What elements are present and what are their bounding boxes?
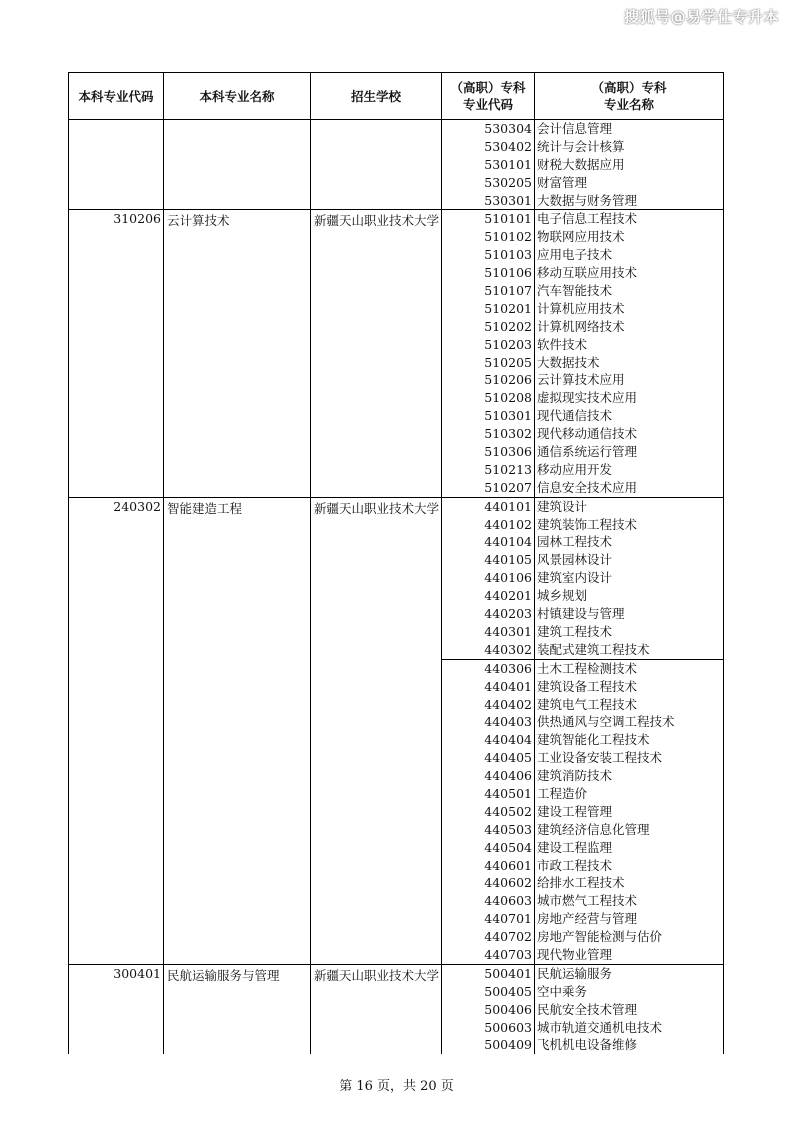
- vocational-name-cell: 空中乘务: [537, 983, 588, 999]
- vocational-name-cell: 建筑电气工程技术: [537, 696, 638, 712]
- vocational-code-cell: 440401: [442, 678, 535, 696]
- vocational-code-cell: 510201: [442, 300, 535, 318]
- table-row: [442, 803, 723, 821]
- table-row: [442, 336, 723, 354]
- vocational-code-cell: 440404: [442, 731, 535, 749]
- vocational-name-cell: 装配式建筑工程技术: [537, 641, 650, 657]
- vocational-name-cell: 建筑室内设计: [537, 570, 613, 586]
- vocational-code-cell: 500409: [442, 1036, 535, 1054]
- table-row: [442, 587, 723, 605]
- table-row: [442, 767, 723, 785]
- vocational-code-cell: 530304: [442, 120, 535, 138]
- table-row: [442, 318, 723, 336]
- vocational-list: [442, 120, 723, 209]
- vocational-code-cell: 440601: [442, 857, 535, 875]
- vocational-code-cell: 440703: [442, 946, 535, 964]
- vocational-name-cell: 信息安全技术应用: [537, 479, 638, 495]
- table-row: [442, 300, 723, 318]
- vocational-code-cell: 440402: [442, 696, 535, 714]
- table-row: [442, 516, 723, 534]
- vocational-name-cell: 给排水工程技术: [537, 875, 625, 891]
- vocational-code-cell: 530402: [442, 138, 535, 156]
- vocational-name-cell: 软件技术: [537, 336, 588, 352]
- vocational-name-cell: 供热通风与空调工程技术: [537, 714, 675, 730]
- table-row: [442, 371, 723, 389]
- header-sub-name: [535, 73, 723, 119]
- vocational-code-cell: 440603: [442, 892, 535, 910]
- major-group: [68, 210, 724, 497]
- watermark: 搜狐号@易学仕专升本: [623, 8, 779, 26]
- table-row: [442, 641, 723, 659]
- table-row: [442, 389, 723, 407]
- vocational-code-cell: 440501: [442, 785, 535, 803]
- vocational-code-cell: 440101: [442, 498, 535, 516]
- table-row: [442, 569, 723, 587]
- header-school: 招生学校: [311, 73, 442, 119]
- vocational-code-cell: 440702: [442, 928, 535, 946]
- table-row: [442, 983, 723, 1001]
- table-row: [442, 839, 723, 857]
- vocational-code-cell: 440301: [442, 623, 535, 641]
- vocational-name-cell: 建设工程管理: [537, 803, 613, 819]
- vocational-code-cell: 440602: [442, 874, 535, 892]
- vocational-code-cell: 440504: [442, 839, 535, 857]
- table-row: [442, 479, 723, 497]
- vocational-code-cell: 510205: [442, 354, 535, 372]
- table-row: [442, 156, 723, 174]
- vocational-name-cell: 建筑经济信息化管理: [537, 821, 650, 837]
- vocational-name-cell: 汽车智能技术: [537, 283, 613, 299]
- vocational-name-cell: 建筑消防技术: [537, 768, 613, 784]
- vocational-name-cell: 财富管理: [537, 174, 588, 190]
- vocational-name-cell: 会计信息管理: [537, 121, 613, 136]
- vocational-name-cell: 建筑设备工程技术: [537, 678, 638, 694]
- table-row: [442, 713, 723, 731]
- vocational-code-cell: 510213: [442, 461, 535, 479]
- vocational-list: [442, 498, 723, 964]
- undergrad-code-cell: 310206: [69, 210, 164, 496]
- table-row: [442, 857, 723, 875]
- vocational-name-cell: 现代通信技术: [537, 408, 613, 424]
- undergrad-name-cell: 云计算技术: [164, 210, 311, 496]
- vocational-code-cell: 440503: [442, 821, 535, 839]
- table-row: [442, 731, 723, 749]
- vocational-code-cell: 510107: [442, 282, 535, 300]
- vocational-name-cell: 房地产智能检测与估价: [537, 929, 663, 945]
- vocational-code-cell: 510103: [442, 246, 535, 264]
- vocational-code-cell: 530301: [442, 192, 535, 210]
- vocational-code-cell: 440302: [442, 641, 535, 659]
- undergrad-code-cell: 240302: [69, 498, 164, 964]
- vocational-name-cell: 城市轨道交通机电技术: [537, 1019, 663, 1035]
- table-row: [442, 892, 723, 910]
- table-row: [442, 910, 723, 928]
- table-row: [442, 749, 723, 767]
- vocational-code-cell: 510208: [442, 389, 535, 407]
- table-row: [442, 874, 723, 892]
- header-undergrad-code: 本科专业代码: [69, 73, 164, 119]
- table-body: [68, 120, 724, 1054]
- header-sub-name-line2: 专业名称: [603, 97, 654, 112]
- vocational-name-cell: 大数据与财务管理: [537, 192, 638, 208]
- vocational-code-cell: 440701: [442, 910, 535, 928]
- vocational-code-cell: 510101: [442, 210, 535, 228]
- vocational-list: [442, 965, 723, 1054]
- table-row: [442, 965, 723, 983]
- vocational-name-cell: 统计与会计核算: [537, 138, 625, 154]
- table-row: [442, 696, 723, 714]
- school-cell: [311, 120, 442, 209]
- vocational-code-cell: 440406: [442, 767, 535, 785]
- vocational-code-cell: 500406: [442, 1001, 535, 1019]
- table-row: [442, 1019, 723, 1037]
- vocational-name-cell: 建设工程监理: [537, 839, 613, 855]
- table-row: [442, 1001, 723, 1019]
- header-sub-code-line2: 专业代码: [462, 97, 513, 112]
- vocational-name-cell: 通信系统运行管理: [537, 444, 638, 460]
- vocational-code-cell: 510203: [442, 336, 535, 354]
- vocational-name-cell: 现代物业管理: [537, 946, 613, 962]
- vocational-code-cell: 440502: [442, 803, 535, 821]
- table-row: [442, 138, 723, 156]
- vocational-name-cell: 建筑设计: [537, 498, 588, 514]
- vocational-code-cell: 440106: [442, 569, 535, 587]
- vocational-name-cell: 工程造价: [537, 785, 588, 801]
- undergrad-name-cell: 民航运输服务与管理: [164, 965, 311, 1054]
- undergrad-name-cell: [164, 120, 311, 209]
- table-row: [442, 605, 723, 623]
- vocational-name-cell: 移动应用开发: [537, 461, 613, 477]
- table-row: [442, 533, 723, 551]
- school-cell: 新疆天山职业技术大学: [311, 498, 442, 964]
- major-group: [68, 965, 724, 1054]
- table-row: [442, 407, 723, 425]
- vocational-name-cell: 云计算技术应用: [537, 372, 625, 388]
- vocational-name-cell: 民航运输服务: [537, 965, 613, 981]
- vocational-name-cell: 建筑装饰工程技术: [537, 516, 638, 532]
- header-sub-name-line1: （高职）专科: [591, 80, 667, 95]
- table-row: [442, 264, 723, 282]
- vocational-code-cell: 440403: [442, 713, 535, 731]
- table-row: [442, 443, 723, 461]
- table-row: [442, 785, 723, 803]
- table-row: [442, 192, 723, 210]
- vocational-name-cell: 市政工程技术: [537, 857, 613, 873]
- vocational-name-cell: 计算机网络技术: [537, 318, 625, 334]
- vocational-code-cell: 500405: [442, 983, 535, 1001]
- vocational-name-cell: 现代移动通信技术: [537, 426, 638, 442]
- page-footer: 第 16 页，共 20 页: [339, 1079, 454, 1094]
- vocational-name-cell: 虚拟现实技术应用: [537, 390, 638, 406]
- vocational-code-cell: 500401: [442, 965, 535, 983]
- table-row: [442, 946, 723, 964]
- table-row: [442, 210, 723, 228]
- vocational-name-cell: 园林工程技术: [537, 534, 613, 550]
- table-row: [442, 821, 723, 839]
- table-row: [442, 174, 723, 192]
- table-row: [442, 659, 723, 678]
- vocational-code-cell: 510207: [442, 479, 535, 497]
- vocational-code-cell: 440203: [442, 605, 535, 623]
- vocational-name-cell: 电子信息工程技术: [537, 211, 638, 227]
- table-row: [442, 928, 723, 946]
- undergrad-code-cell: 300401: [69, 965, 164, 1054]
- table-row: [442, 282, 723, 300]
- vocational-code-cell: 510302: [442, 425, 535, 443]
- table-header: [68, 72, 724, 120]
- vocational-name-cell: 工业设备安装工程技术: [537, 750, 663, 766]
- table-row: [442, 354, 723, 372]
- vocational-code-cell: 530101: [442, 156, 535, 174]
- vocational-name-cell: 村镇建设与管理: [537, 606, 625, 622]
- vocational-code-cell: 440306: [442, 660, 535, 678]
- vocational-name-cell: 物联网应用技术: [537, 229, 625, 245]
- vocational-code-cell: 510306: [442, 443, 535, 461]
- table-row: [442, 551, 723, 569]
- vocational-name-cell: 应用电子技术: [537, 247, 613, 263]
- vocational-name-cell: 计算机应用技术: [537, 300, 625, 316]
- vocational-name-cell: 城市燃气工程技术: [537, 893, 638, 909]
- header-sub-code: [442, 73, 535, 119]
- table-row: [442, 678, 723, 696]
- table-row: [442, 246, 723, 264]
- table-row: [442, 623, 723, 641]
- vocational-code-cell: 440102: [442, 516, 535, 534]
- table-row: [442, 228, 723, 246]
- school-cell: 新疆天山职业技术大学: [311, 965, 442, 1054]
- vocational-code-cell: 510202: [442, 318, 535, 336]
- vocational-code-cell: 440201: [442, 587, 535, 605]
- table-row: [442, 425, 723, 443]
- undergrad-name-cell: 智能建造工程: [164, 498, 311, 964]
- vocational-code-cell: 510106: [442, 264, 535, 282]
- school-cell: 新疆天山职业技术大学: [311, 210, 442, 496]
- vocational-name-cell: 飞机机电设备维修: [537, 1037, 638, 1053]
- vocational-name-cell: 土木工程检测技术: [537, 660, 638, 676]
- vocational-code-cell: 500603: [442, 1019, 535, 1037]
- vocational-list: [442, 210, 723, 496]
- table-row: [442, 498, 723, 516]
- vocational-name-cell: 城乡规划: [537, 588, 588, 604]
- vocational-name-cell: 大数据技术: [537, 354, 600, 370]
- vocational-name-cell: 风景园林设计: [537, 552, 613, 568]
- major-table: [68, 72, 724, 1054]
- table-row: [442, 461, 723, 479]
- vocational-code-cell: 530205: [442, 174, 535, 192]
- vocational-name-cell: 移动互联应用技术: [537, 265, 638, 281]
- vocational-name-cell: 民航安全技术管理: [537, 1001, 638, 1017]
- vocational-name-cell: 财税大数据应用: [537, 156, 625, 172]
- vocational-code-cell: 440105: [442, 551, 535, 569]
- vocational-name-cell: 建筑工程技术: [537, 623, 613, 639]
- vocational-code-cell: 510102: [442, 228, 535, 246]
- major-group: [68, 498, 724, 965]
- header-undergrad-name: 本科专业名称: [164, 73, 311, 119]
- vocational-code-cell: 440405: [442, 749, 535, 767]
- vocational-name-cell: 房地产经营与管理: [537, 911, 638, 927]
- vocational-code-cell: 440104: [442, 533, 535, 551]
- undergrad-code-cell: [69, 120, 164, 209]
- vocational-code-cell: 510301: [442, 407, 535, 425]
- header-sub-code-line1: （高职）专科: [450, 80, 526, 95]
- major-group: [68, 120, 724, 210]
- table-row: [442, 1036, 723, 1054]
- table-row: [442, 120, 723, 138]
- vocational-code-cell: 510206: [442, 371, 535, 389]
- vocational-name-cell: 建筑智能化工程技术: [537, 732, 650, 748]
